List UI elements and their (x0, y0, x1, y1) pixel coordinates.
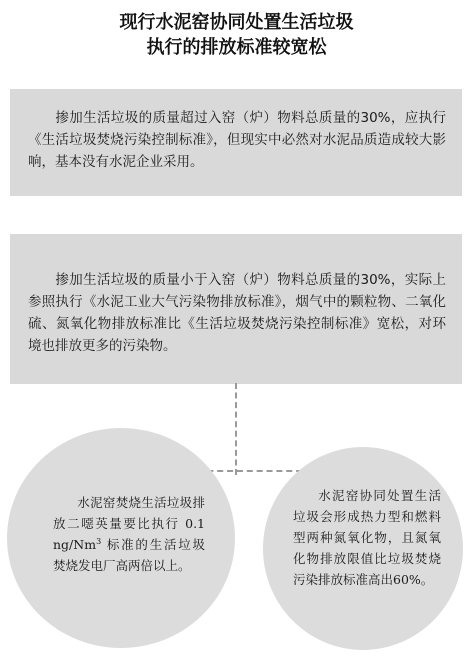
title-line-2: 执行的排放标准较宽松 (146, 37, 327, 58)
circle-nitrogen-oxides-text: 水泥窑协同处置生活垃圾会形成热力型和燃料型两种氮氧化物，且氮氧化物排放限值比垃圾焚烧污染排放标准高出60%。 (293, 488, 441, 587)
circle-dioxin-superscript: 3 (96, 536, 102, 546)
title-line-1: 现行水泥窑协同处置生活垃圾 (119, 12, 354, 33)
info-box-over-30-percent (10, 89, 462, 196)
circle-dioxin-text-after: 标准的生活垃圾焚烧发电厂高两倍以上。 (53, 537, 205, 573)
page-title (0, 10, 473, 60)
circle-nitrogen-oxides (263, 447, 463, 650)
info-box-under-30-percent (10, 234, 462, 384)
connector-vertical-dashed (235, 383, 237, 475)
info-box-over-30-percent-text: 掺加生活垃圾的质量超过入窑（炉）物料总质量的30%，应执行《生活垃圾焚烧污染控制标准》，但现实中必然对水泥品质造成较大影响，基本没有水泥企业采用。 (28, 110, 446, 170)
info-box-under-30-percent-text: 掺加生活垃圾的质量小于入窑（炉）物料总质量的30%，实际上参照执行《水泥工业大气污染物排放标准》，烟气中的颗粒物、二氧化硫、氮氧化物排放标准比《生活垃圾焚烧污染控制标准》宽松，对环境也排放更多的污染物。 (28, 272, 446, 354)
circle-dioxin-text-before: 水泥窑焚烧生活垃圾排放二噁英量要比执行 0.1 ng/Nm (53, 495, 205, 552)
circle-dioxin-emission (7, 428, 235, 648)
